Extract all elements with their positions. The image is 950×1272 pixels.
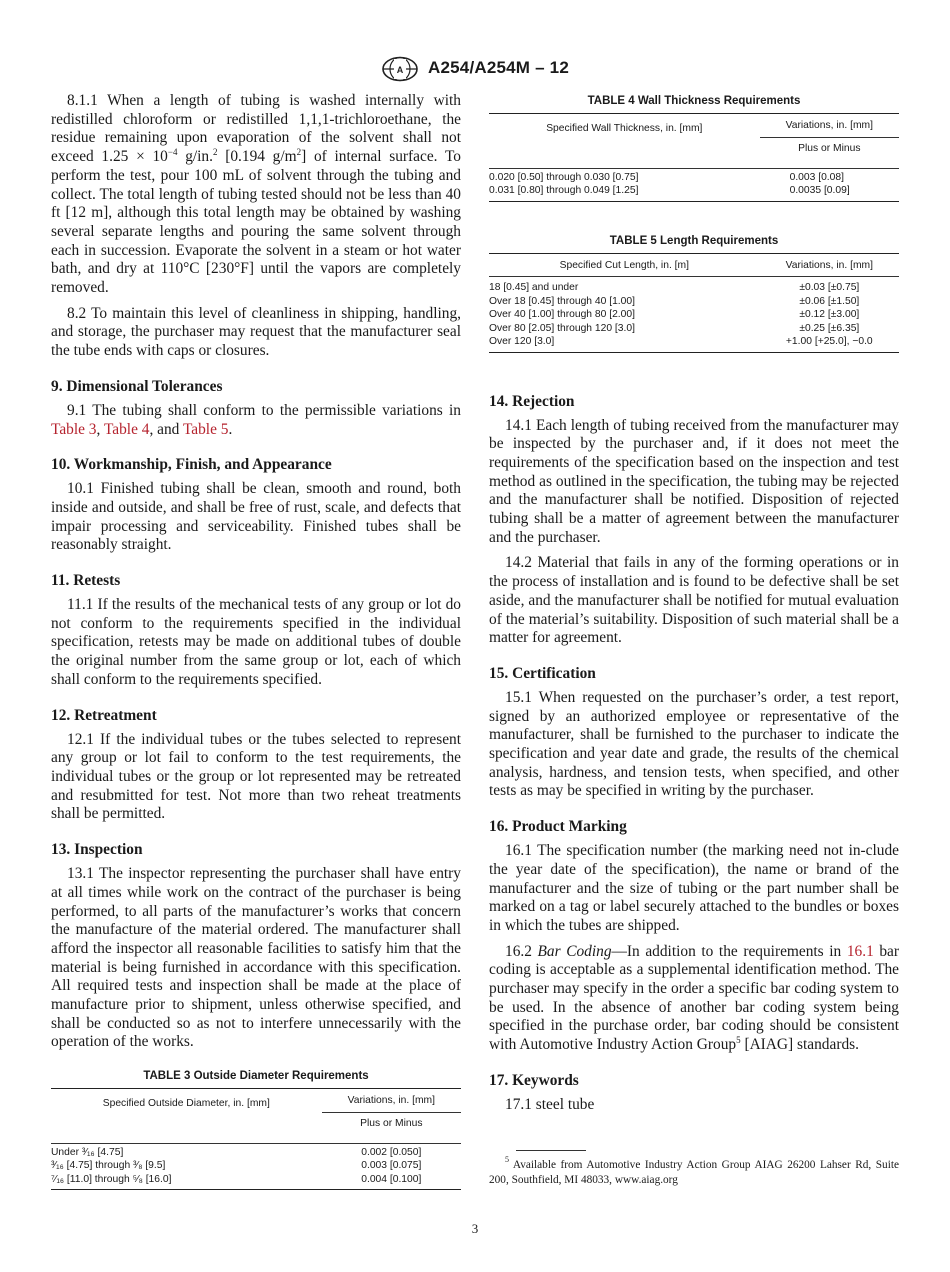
paragraph-12-1: 12.1 If the individual tubes or the tubes selected to represent any group or lot fail to conform to the test requirements, the individual tubes or the group or lot represented may be retreated and resubmitted for test. Not more than two reheat treatments shall be permitted. xyxy=(51,730,461,823)
table-3-title: TABLE 3 Outside Diameter Requirements xyxy=(143,1070,369,1083)
table-5-col2-header: Variations, in. [mm] xyxy=(760,253,899,277)
paragraph-14-1: 14.1 Each length of tubing received from the manufacturer may be inspected by the purchaser and, if it does not meet the requirements of the specification based on the inspection and test method as outlined in the specification, the tubing may be rejected and the manufacturer shall be notified. Disposition of rejected tubing shall be a matter of agreement between the manufacturer and the purchaser. xyxy=(489,416,899,546)
paragraph-13-1: 13.1 The inspector representing the purchaser shall have entry at all times while work on the contract of the purchaser is being performed, to all parts of the manufacturer’s works that concern the manufacture of the material ordered. The manufacturer shall afford the inspector all reasonable facilities to satisfy him that the material is being furnished in accordance with this specification. All required tests and inspection shall be made at the place of manufacture prior to shipment, unless otherwise specified, and shall be conducted so as not to interfere unnecessarily with the operation of the works. xyxy=(51,865,461,1051)
section-16-1-link[interactable]: 16.1 xyxy=(846,942,874,960)
page-header xyxy=(0,56,950,84)
footnote-5: $^5$ Available from Automotive Industry Action Group AIAG 26200 Lahser Rd, Suite 200, Southfield, MI 48033, www.aiag.org xyxy=(489,1155,899,1186)
paragraph-9-1: 9.1 The tubing shall conform to the permissible variations in Table 3, Table 4, and Table 5. xyxy=(51,401,461,438)
table-5 xyxy=(489,235,899,353)
section-10-title: 10. Workmanship, Finish, and Appearance xyxy=(51,456,332,474)
table-3-col2-subheader: Plus or Minus xyxy=(322,1113,461,1144)
section-16-title: 16. Product Marking xyxy=(489,818,627,836)
paragraph-10-1: 10.1 Finished tubing shall be clean, smooth and round, both inside and outside, and shall be free of rust, scale, and defects that impair processing and serviceability. Finished tubes shall be reasonably straight. xyxy=(51,480,461,554)
table-row: ³⁄₁₆ [4.75] through ³⁄₈ [9.5] 0.003 [0.075] xyxy=(51,1160,422,1172)
section-12-title: 12. Retreatment xyxy=(51,706,157,724)
table-row: Over 120 [3.0] +1.00 [+25.0], −0.0 xyxy=(489,335,899,352)
table-row: ⁷⁄₁₆ [11.0] through ⁵⁄₈ [16.0] 0.004 [0.100] xyxy=(51,1173,461,1190)
page-number: 3 xyxy=(471,1221,479,1236)
table-3-col1-header: Specified Outside Diameter, in. [mm] xyxy=(51,1089,322,1113)
paragraph-11-1: 11.1 If the results of the mechanical tests of any group or lot do not conform to the requirements specified in the individual specification, retests may be made on additional tubes of double the original number from the same group or lot, each of which shall conform to the requirements specified. xyxy=(51,596,461,688)
table-5-col1-header: Specified Cut Length, in. [m] xyxy=(489,253,760,277)
table-4-link[interactable]: Table 4 xyxy=(103,420,150,438)
astm-logo-icon xyxy=(380,56,420,82)
table-row: 18 [0.45] and under ±0.03 [±0.75] xyxy=(489,282,860,293)
section-14-title: 14. Rejection xyxy=(489,392,575,410)
table-row: Under ³⁄₁₆ [4.75] 0.002 [0.050] xyxy=(51,1146,422,1158)
table-4-grid xyxy=(489,113,899,202)
table-4-col2-header: Variations, in. [mm] xyxy=(760,119,899,138)
section-13-title: 13. Inspection xyxy=(51,841,143,859)
standard-designation: A254/A254M – 12 xyxy=(428,58,569,77)
right-column xyxy=(489,92,899,1122)
paragraph-8-1-1: 8.1.1 When a length of tubing is washed internally with redistilled chloroform or redistilled 1,1,1-trichloroethane, the residue remaining upon evaporation of the solvent shall not exceed $1.25 \times 10^{-4}$ g/in.$^2$ [0.194 $g/m^2$] of internal surface. To perform the test, pour 100 mL of solvent through the tubing and collect. The total length of tubing tested should not be less than 40 ft [12 m], although this total length may be obtained by washing several separate lengths and pouring the same solvent through each in succession. Evaporate the solvent in a steam or hot water bath, and dry at 110°C [230°F] until the vapors are completely removed. xyxy=(51,92,461,297)
paragraph-17-1: 17.1 steel tube xyxy=(505,1095,595,1113)
paragraph-8-2: 8.2 To maintain this level of cleanliness in shipping, handling, and storage, the purchaser may request that the manufacturer seal the tube ends with caps or closures. xyxy=(51,304,461,360)
table-row: 0.020 [0.50] through 0.030 [0.75] 0.003 [0.08] xyxy=(489,171,844,183)
table-row: Over 80 [2.05] through 120 [3.0] ±0.25 [±6.35] xyxy=(489,322,860,334)
section-9-title: 9. Dimensional Tolerances xyxy=(51,377,223,395)
table-5-link[interactable]: Table 5 xyxy=(182,420,229,438)
table-row: Over 18 [0.45] through 40 [1.00] ±0.06 [±1.50] xyxy=(489,295,860,307)
table-5-title: TABLE 5 Length Requirements xyxy=(609,234,779,247)
table-row: 0.031 [0.80] through 0.049 [1.25] 0.0035 [0.09] xyxy=(489,184,899,201)
paragraph-16-1: 16.1 The specification number (the marking need not in-clude the year date of the specification), the name or brand of the manufacturer and the size of tubing or the part number shall be marked on a tag or label securely attached to the bundles or boxes in which the tubes are shipped. xyxy=(489,842,899,934)
section-15-title: 15. Certification xyxy=(489,664,596,682)
paragraph-16-2: 16.2 Bar Coding—In addition to the requirements in 16.1 bar coding is acceptable as a supplemental identification method. The purchaser may specify in the order a specific bar coding system to be used. In the absence of another bar coding system being specified in the purchase order, bar coding should be consistent with Automotive Industry Action Group$^5$ [AIAG] standards. xyxy=(489,942,900,1054)
left-column xyxy=(51,92,461,1190)
table-3 xyxy=(51,1070,461,1190)
table-3-col2-header: Variations, in. [mm] xyxy=(322,1094,461,1113)
svg-text:A: A xyxy=(396,65,404,75)
table-5-grid xyxy=(489,253,899,353)
table-4 xyxy=(489,95,899,202)
table-3-grid xyxy=(51,1088,461,1190)
table-4-title: TABLE 4 Wall Thickness Requirements xyxy=(587,95,801,107)
table-4-col2-subheader: Plus or Minus xyxy=(760,138,899,169)
section-11-title: 11. Retests xyxy=(51,572,121,590)
table-4-col1-header: Specified Wall Thickness, in. [mm] xyxy=(489,114,760,138)
section-17-title: 17. Keywords xyxy=(489,1071,579,1089)
paragraph-14-2: 14.2 Material that fails in any of the forming operations or in the process of installation and is found to be defective shall be set aside, and the manufacturer shall be notified for mutual evaluation of the material’s suitability. Disposition of such material shall be a matter for agreement. xyxy=(489,554,899,647)
paragraph-15-1: 15.1 When requested on the purchaser’s order, a test report, signed by an authorized employee or representative of the manufacturer, shall be furnished to the purchaser to indicate the specification and year date and grade, the results of the chemical analysis, hardness, and tension tests, when specified, and other tests as may be specified in writing by the purchaser. xyxy=(489,688,899,800)
table-3-link[interactable]: Table 3 xyxy=(51,420,97,438)
footnote-divider xyxy=(516,1150,586,1151)
table-row: Over 40 [1.00] through 80 [2.00] ±0.12 [±3.00] xyxy=(489,309,860,320)
footnote-5-marker[interactable]: 5 xyxy=(736,1035,741,1046)
